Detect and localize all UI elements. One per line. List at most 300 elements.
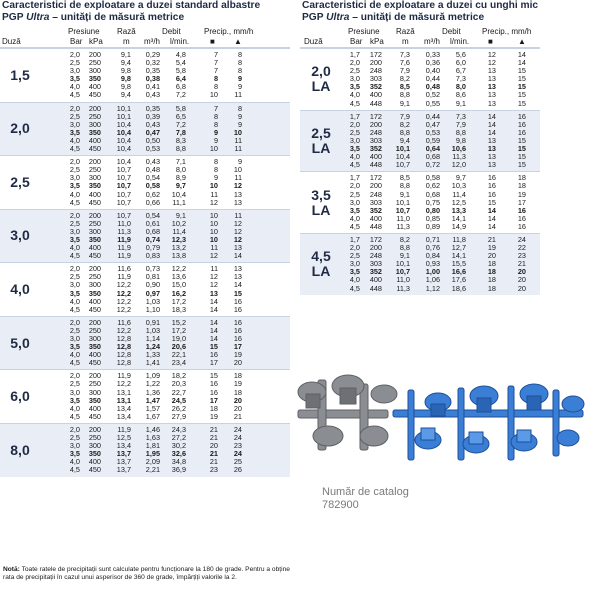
table-cell: 16 (233, 317, 242, 327)
table-cell: 10 (209, 210, 218, 220)
nozzle-number: 1,5 (10, 66, 30, 83)
table-cell: 0,43 (145, 119, 160, 129)
table-cell: 13 (233, 243, 242, 253)
table-cell: 0,53 (145, 144, 160, 154)
table-cell: 10,7 (116, 181, 131, 191)
table-cell: 300 (88, 66, 101, 76)
table-cell: 14 (209, 296, 218, 306)
table-cell: 13 (487, 90, 496, 100)
table-cell: 4,0 (349, 213, 360, 223)
table-row (0, 174, 290, 182)
table-cell: 400 (88, 457, 101, 467)
table-cell: 1,33 (145, 350, 160, 360)
table-cell: 18 (517, 181, 526, 191)
table-cell: 20,3 (171, 379, 186, 389)
table-cell: 15 (517, 66, 526, 76)
table-cell: 18 (487, 267, 496, 277)
table-cell: 10 (209, 181, 218, 191)
right-header-raza: Rază (396, 27, 415, 36)
table-cell: 250 (88, 165, 101, 175)
table-cell: 172 (369, 111, 382, 121)
table-cell: 15 (233, 288, 242, 298)
table-cell: 1,09 (145, 371, 160, 381)
table-cell: 3,0 (349, 197, 360, 207)
table-cell: 16 (517, 119, 526, 129)
table-cell: 200 (88, 317, 101, 327)
nozzle-number: 6,0 (10, 388, 30, 405)
table-cell: 16 (517, 127, 526, 137)
table-row (300, 276, 540, 284)
table-cell: 2,5 (69, 58, 80, 68)
table-cell: 11,0 (117, 218, 131, 228)
table-cell: 3,0 (69, 280, 80, 290)
table-cell: 0,62 (145, 189, 160, 199)
table-cell: 4,5 (69, 465, 80, 475)
table-cell: 6,7 (455, 66, 466, 76)
table-row (300, 207, 540, 215)
table-cell: 400 (88, 243, 101, 253)
table-cell: 10 (209, 144, 218, 154)
nozzle-number: 8,0 (10, 441, 30, 458)
table-cell: 10,1 (395, 197, 410, 207)
table-row (0, 306, 290, 314)
table-cell: 16 (233, 304, 242, 314)
table-cell: 19 (517, 189, 526, 199)
right-header-debit: Debit (442, 27, 461, 36)
table-cell: 7,1 (175, 157, 186, 167)
table-cell: 20 (233, 358, 242, 368)
table-cell: 17 (209, 358, 218, 368)
table-cell: 300 (88, 280, 101, 290)
table-cell: 8 (213, 157, 218, 167)
table-cell: 400 (88, 82, 101, 92)
table-row (0, 442, 290, 450)
table-cell: 0,43 (145, 157, 160, 167)
table-row (0, 335, 290, 343)
table-cell: 19 (487, 243, 496, 253)
table-cell: 352 (369, 82, 382, 92)
nozzle-number: 2,5 (10, 173, 30, 190)
table-row (0, 290, 290, 298)
table-cell: 16 (233, 325, 242, 335)
table-cell: 5,8 (175, 66, 186, 76)
table-cell: 9,8 (120, 66, 131, 76)
table-cell: 8,8 (175, 144, 186, 154)
table-cell: 4,5 (69, 251, 80, 261)
table-row (0, 166, 290, 174)
table-cell: 1,24 (145, 342, 160, 352)
table-cell: 12 (233, 218, 242, 228)
table-cell: 350 (88, 288, 101, 298)
table-cell: 10,2 (171, 218, 186, 228)
table-cell: 14 (209, 304, 218, 314)
table-cell: 10,7 (395, 205, 410, 215)
table-cell: 36,9 (171, 465, 186, 475)
table-cell: 12,2 (116, 296, 131, 306)
table-cell: 0,54 (145, 210, 160, 220)
table-row (300, 223, 540, 231)
table-cell: 200 (88, 424, 101, 434)
table-row (0, 145, 290, 153)
table-cell: 0,76 (425, 243, 440, 253)
table-row (0, 191, 290, 199)
table-row (0, 359, 290, 367)
table-cell: 1,22 (145, 379, 160, 389)
table-cell: 20 (517, 267, 526, 277)
table-cell: 12,2 (116, 280, 131, 290)
table-cell: 13 (233, 272, 242, 282)
table-cell: 10 (233, 165, 242, 175)
table-cell: 11,0 (396, 275, 410, 285)
left-header-kpa: kPa (89, 37, 103, 46)
table-cell: 448 (369, 160, 382, 170)
table-cell: 12 (209, 272, 218, 282)
table-cell: 1,36 (145, 387, 160, 397)
table-row (300, 59, 540, 67)
table-cell: 2,0 (69, 103, 80, 113)
table-row (0, 51, 290, 59)
table-cell: 10,1 (395, 144, 410, 154)
table-cell: 12,3 (171, 234, 186, 244)
table-cell: 350 (88, 395, 101, 405)
table-cell: 10,7 (116, 197, 131, 207)
table-cell: 8 (237, 66, 242, 76)
table-row (0, 199, 290, 207)
table-cell: 18 (487, 283, 496, 293)
table-cell: 200 (88, 210, 101, 220)
table-cell: 248 (369, 127, 382, 137)
table-cell: 13,7 (116, 465, 131, 475)
table-cell: 24,3 (171, 424, 186, 434)
left-header-raza-unit: m (123, 37, 130, 46)
table-cell: 17 (233, 342, 242, 352)
table-cell: 1,47 (145, 395, 160, 405)
table-cell: 12 (209, 197, 218, 207)
table-cell: 250 (88, 111, 101, 121)
table-cell: 8,9 (175, 173, 186, 183)
left-table-body (0, 48, 290, 477)
table-cell: 0,43 (145, 90, 160, 100)
table-cell: 14 (209, 334, 218, 343)
table-cell: 12 (487, 50, 496, 59)
table-cell: 2,0 (69, 371, 80, 381)
table-cell: 14,9 (451, 221, 466, 231)
table-cell: 8,5 (399, 82, 410, 92)
table-cell: 15 (209, 342, 218, 352)
table-cell: 10,1 (116, 103, 131, 113)
table-cell: 15 (517, 90, 526, 100)
table-cell: 9,1 (120, 50, 131, 59)
table-cell: 14 (487, 111, 496, 121)
table-cell: 4,0 (69, 189, 80, 199)
table-cell: 12 (233, 181, 242, 191)
table-cell: 0,68 (425, 152, 440, 162)
table-cell: 300 (88, 387, 101, 397)
table-cell: 0,61 (145, 218, 160, 228)
table-cell: 0,44 (425, 74, 440, 84)
table-cell: 10,7 (395, 160, 410, 170)
table-cell: 0,75 (425, 197, 440, 207)
table-cell: 0,40 (425, 66, 440, 76)
nozzle-number: 5,0 (10, 334, 30, 351)
table-row (300, 268, 540, 276)
table-cell: 14 (233, 251, 242, 261)
table-cell: 0,35 (145, 103, 160, 113)
table-cell: 8 (213, 74, 218, 84)
table-cell: 10 (233, 127, 242, 137)
table-row (0, 220, 290, 228)
table-cell: 0,68 (145, 226, 160, 236)
table-cell: 200 (369, 181, 382, 191)
table-cell: 11 (210, 243, 218, 253)
table-cell: 17 (517, 197, 526, 207)
table-cell: 10,7 (116, 210, 131, 220)
table-cell: 11,9 (117, 424, 131, 434)
table-cell: 2,5 (69, 272, 80, 282)
catalog-number (322, 486, 409, 512)
table-row (0, 244, 290, 252)
table-cell: 9,1 (399, 98, 410, 108)
table-cell: 16 (487, 181, 496, 191)
table-row (300, 161, 540, 169)
table-cell: 11,9 (117, 251, 131, 261)
table-cell: 13,1 (116, 387, 131, 397)
table-cell: 4,5 (69, 90, 80, 100)
table-cell: 8,6 (455, 90, 466, 100)
table-cell: 22 (517, 243, 526, 253)
table-row (0, 182, 290, 190)
table-cell: 2,5 (69, 379, 80, 389)
table-row (0, 105, 290, 113)
table-cell: 13,8 (171, 251, 186, 261)
table-cell: 21 (209, 457, 218, 467)
table-row (0, 351, 290, 359)
table-cell: 9 (213, 127, 218, 137)
grey-nozzle-frame (298, 375, 397, 450)
right-title-line1: Caracteristici de exploatare a duzei cu unghi mic (302, 0, 539, 11)
table-cell: 9,4 (120, 58, 131, 68)
table-cell: 7,8 (175, 127, 186, 137)
table-cell: 11,1 (172, 197, 186, 207)
table-cell: 1,57 (145, 403, 160, 413)
table-cell: 3,5 (69, 181, 80, 191)
table-cell: 21 (517, 259, 526, 269)
table-cell: 2,0 (349, 243, 360, 253)
table-row (0, 113, 290, 121)
table-cell: 3,0 (69, 226, 80, 236)
table-cell: 11,3 (396, 283, 410, 293)
table-cell: 11,9 (117, 243, 131, 253)
table-row (300, 191, 540, 199)
table-cell: 0,33 (425, 50, 440, 59)
right-header-triangle: ▲ (518, 37, 526, 46)
table-cell: 0,83 (145, 251, 160, 261)
table-cell: 16 (517, 111, 526, 121)
table-cell: 4,0 (349, 90, 360, 100)
table-cell: 8,8 (455, 127, 466, 137)
table-cell: 21 (209, 424, 218, 434)
table-cell: 18 (487, 275, 496, 285)
low-angle-nozzle-section (300, 0, 600, 295)
table-cell: 13,7 (116, 457, 131, 467)
right-header-bar: Bar (350, 37, 363, 46)
left-nozzle-group (0, 102, 290, 156)
nozzle-number: 3,5 (311, 186, 331, 203)
table-cell: 10,4 (116, 127, 131, 137)
table-cell: 1,03 (145, 325, 160, 335)
table-cell: 10,7 (395, 267, 410, 277)
table-cell: 14 (487, 213, 496, 223)
table-cell: 6,5 (175, 111, 186, 121)
table-row (0, 212, 290, 220)
nozzle-number: 4,0 (10, 281, 30, 298)
table-cell: 10,4 (116, 144, 131, 154)
table-cell: 3,5 (69, 288, 80, 298)
table-cell: 14 (209, 325, 218, 335)
table-row (300, 145, 540, 153)
standard-nozzle-section (0, 0, 290, 477)
table-cell: 10 (209, 234, 218, 244)
right-nozzle-group (300, 48, 540, 110)
table-cell: 0,38 (145, 74, 160, 84)
table-cell: 450 (88, 197, 101, 207)
table-cell: 7,2 (175, 90, 186, 100)
table-cell: 21 (487, 234, 496, 244)
table-cell: 15 (517, 98, 526, 108)
table-cell: 3,0 (69, 441, 80, 451)
table-cell: 20 (233, 395, 242, 405)
table-cell: 11,4 (452, 189, 466, 199)
table-cell: 7,2 (175, 119, 186, 129)
table-cell: 8,2 (399, 119, 410, 129)
table-cell: 16 (209, 387, 218, 397)
table-cell: 0,35 (145, 66, 160, 76)
right-nozzle-group (300, 233, 540, 295)
table-cell: 303 (369, 259, 382, 269)
table-cell: 0,80 (425, 205, 440, 215)
table-cell: 1,46 (145, 424, 160, 434)
left-header-precip: Precip., mm/h (204, 27, 254, 36)
table-cell: 10,1 (116, 111, 131, 121)
table-row (0, 327, 290, 335)
table-cell: 12,8 (116, 350, 131, 360)
table-cell: 18,3 (171, 304, 186, 314)
table-cell: 8,8 (399, 90, 410, 100)
table-cell: 250 (88, 379, 101, 389)
table-cell: 1,7 (349, 50, 360, 59)
table-cell: 3,5 (69, 342, 80, 352)
table-cell: 14,1 (451, 213, 466, 223)
table-cell: 400 (369, 213, 382, 223)
table-cell: 4,0 (69, 457, 80, 467)
table-cell: 12 (233, 234, 242, 244)
table-cell: 2,5 (69, 325, 80, 335)
table-cell: 14,1 (451, 251, 466, 261)
table-cell: 0,91 (145, 317, 160, 327)
table-cell: 24,5 (171, 395, 186, 405)
table-row (300, 91, 540, 99)
table-cell: 4,5 (69, 144, 80, 154)
table-row (0, 466, 290, 474)
table-cell: 14 (209, 317, 218, 327)
table-row (0, 450, 290, 458)
table-cell: 24 (517, 234, 526, 244)
table-cell: 21 (233, 411, 242, 421)
table-cell: 2,5 (349, 66, 360, 76)
table-cell: 18 (233, 387, 242, 397)
table-cell: 450 (88, 411, 101, 421)
table-cell: 6,8 (175, 82, 186, 92)
table-cell: 0,39 (145, 111, 160, 121)
table-row (0, 281, 290, 289)
right-header-duza: Duză (304, 37, 323, 46)
table-cell: 4,0 (69, 403, 80, 413)
table-cell: 15 (517, 144, 526, 154)
left-header-debit: Debit (162, 27, 181, 36)
table-cell: 27,9 (171, 411, 186, 421)
table-cell: 350 (88, 74, 101, 84)
table-cell: 2,5 (69, 165, 80, 175)
table-cell: 0,41 (145, 82, 160, 92)
table-cell: 21 (209, 433, 218, 443)
table-cell: 12,2 (116, 325, 131, 335)
table-cell: 3,0 (69, 66, 80, 76)
table-cell: 1,63 (145, 433, 160, 443)
table-cell: 16 (487, 173, 496, 183)
table-cell: 0,59 (425, 135, 440, 145)
table-row (300, 244, 540, 252)
table-cell: 5,6 (455, 50, 466, 59)
table-cell: 19,0 (171, 334, 186, 343)
table-row (300, 285, 540, 293)
table-cell: 16 (517, 221, 526, 231)
table-cell: 250 (88, 325, 101, 335)
table-row (300, 113, 540, 121)
table-cell: 0,44 (425, 111, 440, 121)
table-cell: 3,0 (69, 119, 80, 129)
table-cell: 10,6 (451, 144, 466, 154)
table-cell: 23 (209, 465, 218, 475)
table-cell: 10,4 (116, 135, 131, 145)
table-cell: 9,8 (120, 82, 131, 92)
table-cell: 13 (233, 264, 242, 274)
table-cell: 2,0 (69, 317, 80, 327)
table-cell: 15 (517, 152, 526, 162)
table-cell: 27,2 (171, 433, 186, 443)
table-cell: 17,2 (171, 296, 186, 306)
right-header-kpa: kPa (370, 37, 384, 46)
table-cell: 13 (487, 135, 496, 145)
nozzle-number: 4,5 (311, 248, 331, 265)
table-cell: 3,0 (349, 74, 360, 84)
table-cell: 13 (487, 152, 496, 162)
table-cell: 172 (369, 173, 382, 183)
table-row (300, 100, 540, 108)
table-cell: 16 (517, 205, 526, 215)
table-cell: 19 (233, 350, 242, 360)
table-cell: 4,5 (69, 411, 80, 421)
table-cell: 0,72 (425, 160, 440, 170)
nozzle-number: 3,0 (10, 227, 30, 244)
right-title (300, 0, 600, 24)
table-cell: 16 (209, 379, 218, 389)
table-cell: 200 (369, 243, 382, 253)
table-cell: 2,0 (69, 50, 80, 59)
table-cell: 4,0 (349, 275, 360, 285)
table-cell: 12 (233, 226, 242, 236)
table-cell: 300 (88, 226, 101, 236)
left-header-raza: Rază (117, 27, 136, 36)
